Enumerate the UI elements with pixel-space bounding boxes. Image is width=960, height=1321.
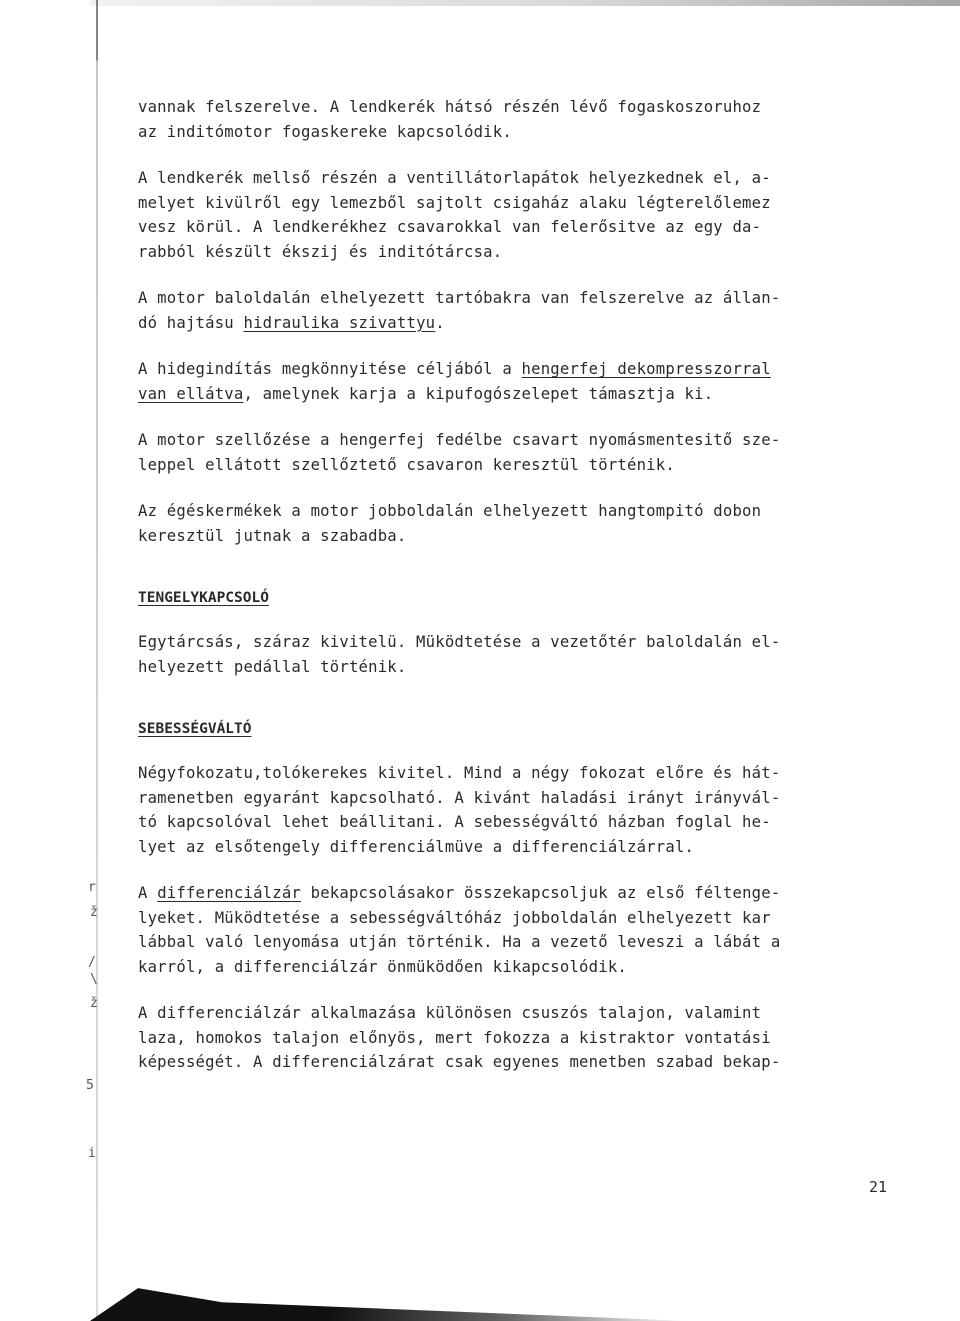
paragraph-hydraulic-pump: A motor baloldalán elhelyezett tartóbakra van felszerelve az állan- dó hajtásu hidraulika szivattyu. bbox=[138, 289, 781, 332]
underlined-term: differenciálzár bbox=[157, 884, 302, 902]
page-number: 21 bbox=[869, 1178, 888, 1196]
margin-mark: ž bbox=[90, 905, 98, 920]
scan-left-edge bbox=[96, 0, 98, 1321]
paragraph-ventilation: A motor szellőzése a hengerfej fedélbe csavart nyomásmentesitő sze- leppel ellátott szellőztető csavaron keresztül történik. bbox=[138, 431, 781, 474]
paragraph-differential-use: A differenciálzár alkalmazása különösen csuszós talajon, valamint laza, homokos talajon előnyös, mert fokozza a kistraktor vontatási képességét. A differenciálzárat csak egyenes menetben szabad bekap- bbox=[138, 1004, 781, 1071]
paragraph-differential-lock: A differenciálzár bekapcsolásakor összekapcsoljuk az első féltenge- lyeket. Müködtetése a sebességváltóház jobboldalán elhelyezett kar lábbal való lenyomása utján történik. Ha a vezető leveszi a lábát a karról, a differenciálzár önmüködően kikapcsolódik. bbox=[138, 884, 781, 976]
document-page bbox=[138, 95, 898, 1097]
paragraph-clutch: Egytárcsás, száraz kivitelü. Müködtetése a vezetőtér baloldalán el- helyezett pedállal történik. bbox=[138, 633, 781, 676]
underlined-term: hidraulika szivattyu bbox=[243, 313, 436, 332]
paragraph-exhaust: Az égéskermékek a motor jobboldalán elhelyezett hangtompitó dobon keresztül jutnak a szabadba. bbox=[138, 502, 762, 545]
margin-mark: \ bbox=[90, 972, 98, 987]
scan-top-edge bbox=[90, 0, 960, 6]
heading-gearbox: SEBESSÉGVÁLTÓ bbox=[138, 721, 252, 737]
paragraph-fan-blades: A lendkerék mellső részén a ventillátorlapátok helyezkednek el, a- melyet kivülről egy lemezből sajtolt csigaház alaku légterelőlemez vesz körül. A lendkerékhez csavarokkal van felerősitve az egy da- rabból készült ékszij és inditótárcsa. bbox=[138, 169, 771, 261]
underlined-term: hengerfej dekompresszorral van ellátva bbox=[138, 360, 771, 403]
paragraph-gearbox: Négyfokozatu,tolókerekes kivitel. Mind a négy fokozat előre és hát- ramenetben egyaránt kapcsolható. A kivánt haladási irányt irányvál- tó kapcsolóval lehet beállitani. A sebességváltó házban foglal he- lyet az elsőtengely differenciálmüve a differenciálzárral. bbox=[138, 764, 781, 856]
margin-mark: ž bbox=[90, 996, 98, 1011]
margin-mark: i bbox=[88, 1146, 96, 1161]
margin-mark: 5 bbox=[86, 1078, 94, 1093]
scan-bottom-shadow bbox=[90, 1274, 690, 1321]
paragraph-flywheel-ring: vannak felszerelve. A lendkerék hátsó részén lévő fogaskoszoruhoz az inditómotor fogaskereke kapcsolódik. bbox=[138, 98, 762, 141]
margin-mark: r bbox=[88, 880, 96, 895]
heading-clutch: TENGELYKAPCSOLÓ bbox=[138, 590, 269, 606]
margin-mark: / bbox=[88, 955, 96, 970]
paragraph-cold-start: A hidegindítás megkönnyitése céljából a hengerfej dekompresszorral van ellátva, amelynek karja a kipufogószelepet támasztja ki. bbox=[138, 360, 771, 403]
